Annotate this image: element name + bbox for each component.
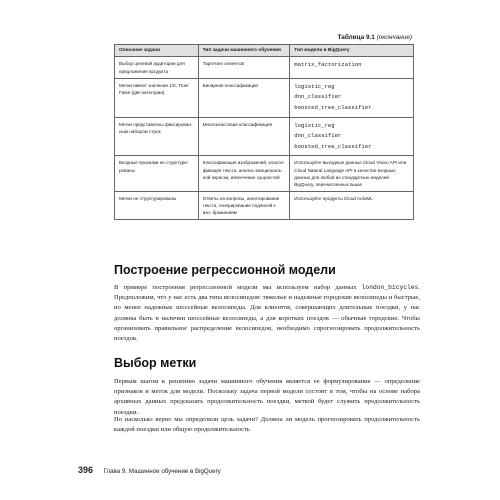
cell-ml-type: Бинарная классификация xyxy=(198,78,290,117)
model-name: matrix_factorization xyxy=(294,61,362,69)
table-header-row xyxy=(115,45,414,57)
model-name: dnn_classifier xyxy=(294,132,342,140)
chapter-title: Глава 9. Машинное обучение в BigQuery xyxy=(103,468,221,475)
page-number: 396 xyxy=(78,465,94,475)
header-bq-model-type: Тип модели в BigQuery xyxy=(290,45,414,57)
model-name: boosted_tree_classifier xyxy=(294,103,372,111)
cell-task: Выбор целевой аудитории для предложения продукта xyxy=(115,57,199,78)
table-caption xyxy=(338,34,412,41)
section-heading-label-choice: Выбор метки xyxy=(114,356,197,370)
cell-ml-type: Ответы на вопросы, аннотирование текста, генерирование подписей к изо- бражениям xyxy=(198,191,290,219)
table-row xyxy=(115,156,414,191)
cell-task: Метки представлены фиксирован- ным набором строк xyxy=(115,117,199,156)
cell-models xyxy=(290,117,414,156)
cell-models-text: Используйте выходные данные Cloud Vision API или Cloud Natural Language API в качестве входных данных для любой из стандартных моделей BigQuery, перечисленных выше xyxy=(290,156,414,191)
page-footer xyxy=(78,460,221,478)
cell-models-text: Используйте продукты Cloud AutoML xyxy=(290,191,414,219)
table-row xyxy=(115,117,414,156)
cell-models xyxy=(290,57,414,78)
header-ml-type: Тип задачи машинного обучения xyxy=(198,45,290,57)
table-row xyxy=(115,191,414,219)
dataset-name-code: london_bicycles xyxy=(361,284,419,291)
section-heading-regression: Построение регрессионной модели xyxy=(114,263,336,277)
cell-task: Метки имеют значения 1/0, True/ False (две категории) xyxy=(115,78,199,117)
table-row xyxy=(115,57,414,78)
cell-models xyxy=(290,78,414,117)
paragraph-regression-intro xyxy=(114,283,420,344)
table-caption-label: Таблица 9.1 xyxy=(337,34,375,41)
cell-ml-type: Таргетинг клиентов xyxy=(198,57,290,78)
paragraph-text: . Предположим, что у нас есть два типа велосипедов: тяжелые и надежные городские велосипеды и быстрые, но менее надежные шоссейные велосипеды. Для клиентов, совершающих длительные поездки, у нас должны быть в наличии шоссейные велосипеды, а для коротких поездок — обычные городские. Чтобы организовать правильное распределение велосипедов, необходимо спрогнозировать продолжительность поездок. xyxy=(114,284,420,343)
table-row xyxy=(115,78,414,117)
paragraph-text: В примере построения регрессионной модели мы используем набор данных xyxy=(114,284,362,291)
paragraph-label-first-step: Первым шагом к решению задачи машинного обучения является ее формулирование — определение признаков и меток для модели. Поскольку задача первой модели состоит в том, чтобы на основе набора архивных данных предсказать продолжительность поездки, меткой будет служить продолжительность поездки. xyxy=(114,378,420,416)
header-task-description: Описание задачи xyxy=(115,45,199,57)
cell-ml-type: Классификация изображений, класси- фикация текста, анализ эмоциональ- ной окраски, извлечение сущностей xyxy=(198,156,290,191)
model-name: dnn_classifier xyxy=(294,93,342,101)
table-caption-note: (окончание) xyxy=(376,34,412,41)
cell-task: Входные признаки не структури- рованы xyxy=(115,156,199,191)
model-name: boosted_tree_classifier xyxy=(294,142,372,150)
model-name: logistic_reg xyxy=(294,82,335,90)
ml-task-table xyxy=(114,44,414,220)
cell-ml-type: Многоклассовая классификация xyxy=(198,117,290,156)
paragraph-label-question: Но насколько верно мы определили цель задачи? Должна ли модель прогнозировать продолжительность каждой поездки или общую продолжительность xyxy=(114,416,420,434)
cell-task: Метки не структурированы xyxy=(115,191,199,219)
model-name: logistic_reg xyxy=(294,121,335,129)
